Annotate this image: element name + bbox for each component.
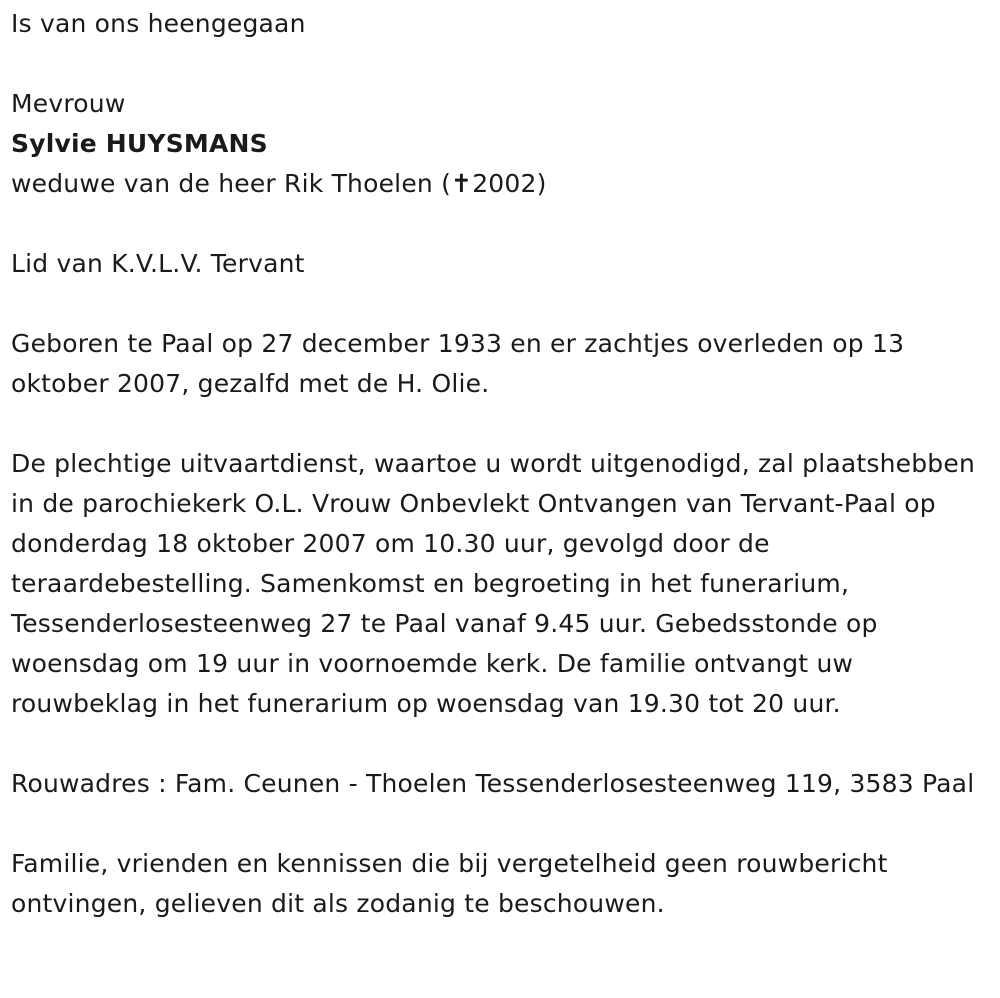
- obituary-notice: [11, 4, 986, 924]
- spacer: [11, 804, 986, 844]
- salutation: Mevrouw: [11, 89, 126, 118]
- intro-line: Is van ons heengegaan: [11, 9, 306, 38]
- closing-paragraph: Familie, vrienden en kennissen die bij vergetelheid geen rouwbericht ontvingen, gelieven dit als zodanig te beschouwen.: [11, 849, 888, 918]
- spacer: [11, 724, 986, 764]
- spacer: [11, 404, 986, 444]
- birth-death-paragraph: Geboren te Paal op 27 december 1933 en er zachtjes overleden op 13 oktober 2007, gezalfd met de H. Olie.: [11, 329, 905, 398]
- spacer: [11, 284, 986, 324]
- spacer: [11, 204, 986, 244]
- deceased-name: Sylvie HUYSMANS: [11, 129, 268, 158]
- membership-line: Lid van K.V.L.V. Tervant: [11, 249, 305, 278]
- widow-line: weduwe van de heer Rik Thoelen (✝2002): [11, 169, 547, 198]
- funeral-paragraph: De plechtige uitvaartdienst, waartoe u wordt uitgenodigd, zal plaatshebben in de parochiekerk O.L. Vrouw Onbevlekt Ontvangen van Tervant-Paal op donderdag 18 oktober 2007 om 10.30 uur, gevolgd door de teraardebestelling. Samenkomst en begroeting in het funerarium, Tessenderlosesteenweg 27 te Paal vanaf 9.45 uur. Gebedsstonde op woensdag om 19 uur in voornoemde kerk. De familie ontvangt uw rouwbeklag in het funerarium op woensdag van 19.30 tot 20 uur.: [11, 449, 975, 718]
- mourning-address: Rouwadres : Fam. Ceunen - Thoelen Tessenderlosesteenweg 119, 3583 Paal: [11, 769, 975, 798]
- spacer: [11, 44, 986, 84]
